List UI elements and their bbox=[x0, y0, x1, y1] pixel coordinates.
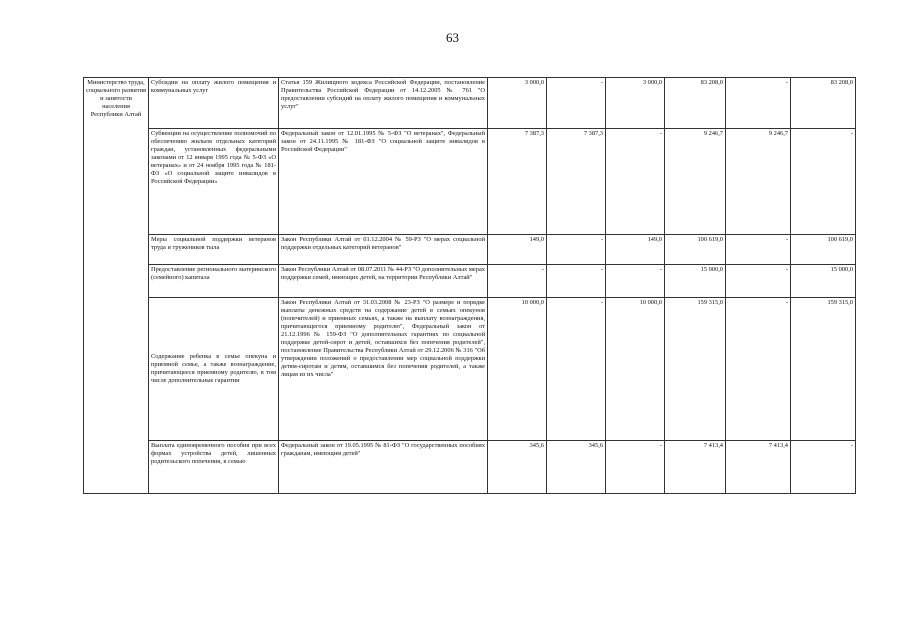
legal-basis-cell: Закон Республики Алтай от 08.07.2011 № 44-РЗ "О дополнительных мерах поддержки семей, имеющих детей, на территории Республики Алтай" bbox=[279, 265, 488, 298]
value-cell: - bbox=[547, 78, 606, 129]
value-cell: 149,0 bbox=[488, 235, 547, 265]
measure-cell: Субсидии на оплату жилого помещения и коммунальных услуг bbox=[149, 78, 279, 129]
measure-cell: Предоставление регионального материнского (семейного) капитала bbox=[149, 265, 279, 298]
value-cell: - bbox=[606, 441, 665, 494]
legal-basis-cell: Федеральный закон от 12.01.1995 № 5-ФЗ "О ветеранах", Федеральный закон от 24.11.1995 № 181-ФЗ "О социальной защите инвалидов в Российской Федерации" bbox=[279, 129, 488, 235]
table-row bbox=[84, 265, 856, 298]
value-cell: 159 315,0 bbox=[665, 298, 726, 441]
table-row bbox=[84, 78, 856, 129]
value-cell: - bbox=[606, 265, 665, 298]
value-cell: - bbox=[791, 129, 856, 235]
table-row bbox=[84, 235, 856, 265]
value-cell: 345,6 bbox=[488, 441, 547, 494]
value-cell: 15 000,0 bbox=[665, 265, 726, 298]
legal-basis-cell: Статья 159 Жилищного кодекса Российской Федерации, постановление Правительства Российской Федерации от 14.12.2005 № 761 "О предоставлении субсидий на оплату жилого помещения и коммунальных услуг" bbox=[279, 78, 488, 129]
value-cell: - bbox=[488, 265, 547, 298]
value-cell: 7 387,3 bbox=[547, 129, 606, 235]
value-cell: 9 246,7 bbox=[726, 129, 791, 235]
value-cell: 3 000,0 bbox=[488, 78, 547, 129]
value-cell: - bbox=[726, 298, 791, 441]
value-cell: 100 619,0 bbox=[791, 235, 856, 265]
value-cell: 15 000,0 bbox=[791, 265, 856, 298]
value-cell: 7 413,4 bbox=[665, 441, 726, 494]
table-row bbox=[84, 441, 856, 494]
value-cell: - bbox=[726, 235, 791, 265]
measure-cell: Меры социальной поддержки ветеранов труда и тружеников тыла bbox=[149, 235, 279, 265]
value-cell: - bbox=[726, 265, 791, 298]
value-cell: - bbox=[606, 129, 665, 235]
measure-cell: Выплата единовременного пособия при всех формах устройства детей, лишенных родительского попечения, в семью bbox=[149, 441, 279, 494]
measure-cell: Субвенции на осуществление полномочий по обеспечению жильем отдельных категорий граждан, установленных федеральными законами от 12 января 1995 года № 5-ФЗ «О ветеранах» и от 24 ноября 1995 года № 181-ФЗ «О социальной защите инвалидов в Российской Федерации» bbox=[149, 129, 279, 235]
value-cell: 149,0 bbox=[606, 235, 665, 265]
value-cell: - bbox=[547, 298, 606, 441]
value-cell: 7 387,3 bbox=[488, 129, 547, 235]
ministry-cell: Министерство труда, социального развития и занятости населения Республики Алтай bbox=[84, 78, 149, 494]
value-cell: 83 208,0 bbox=[665, 78, 726, 129]
table-row bbox=[84, 129, 856, 235]
value-cell: 159 315,0 bbox=[791, 298, 856, 441]
table-row bbox=[84, 298, 856, 441]
value-cell: 83 208,0 bbox=[791, 78, 856, 129]
budget-table bbox=[83, 77, 856, 494]
value-cell: - bbox=[726, 78, 791, 129]
legal-basis-cell: Закон Республики Алтай от 31.03.2008 № 23-РЗ "О размере и порядке выплаты денежных средств на содержание детей в семьях опекунов (попечителей) и приемных семьях, а также на выплату вознаграждения, причитающегося приемному родителю", Федеральный закон от 21.12.1996 № 159-ФЗ "О дополнительных гарантиях по социальной поддержке детей-сирот и детей, оставшихся без попечения родителей", постановление Правительства Республики Алтай от 29.12.2006 № 316 "Об утверждении положений о предоставлении мер социальной поддержки детям-сиротам и детям, оставшимся без попечения родителей, а также лицам из их числа" bbox=[279, 298, 488, 441]
legal-basis-cell: Федеральный закон от 19.05.1995 № 81-ФЗ "О государственных пособиях гражданам, имеющим детей" bbox=[279, 441, 488, 494]
value-cell: 10 000,0 bbox=[606, 298, 665, 441]
legal-basis-cell: Закон Республики Алтай от 01.12.2004 № 59-РЗ "О мерах социальной поддержки отдельных категорий ветеранов" bbox=[279, 235, 488, 265]
value-cell: - bbox=[547, 265, 606, 298]
value-cell: 9 246,7 bbox=[665, 129, 726, 235]
value-cell: - bbox=[547, 235, 606, 265]
value-cell: - bbox=[791, 441, 856, 494]
value-cell: 10 000,0 bbox=[488, 298, 547, 441]
value-cell: 3 000,0 bbox=[606, 78, 665, 129]
page-number: 63 bbox=[446, 30, 459, 45]
value-cell: 100 619,0 bbox=[665, 235, 726, 265]
value-cell: 7 413,4 bbox=[726, 441, 791, 494]
value-cell: 345,6 bbox=[547, 441, 606, 494]
measure-cell: Содержание ребенка в семье опекуна и приемной семье, а также вознаграждение, причитающееся приемному родителю, в том числе дополнительные гарантии bbox=[149, 298, 279, 441]
